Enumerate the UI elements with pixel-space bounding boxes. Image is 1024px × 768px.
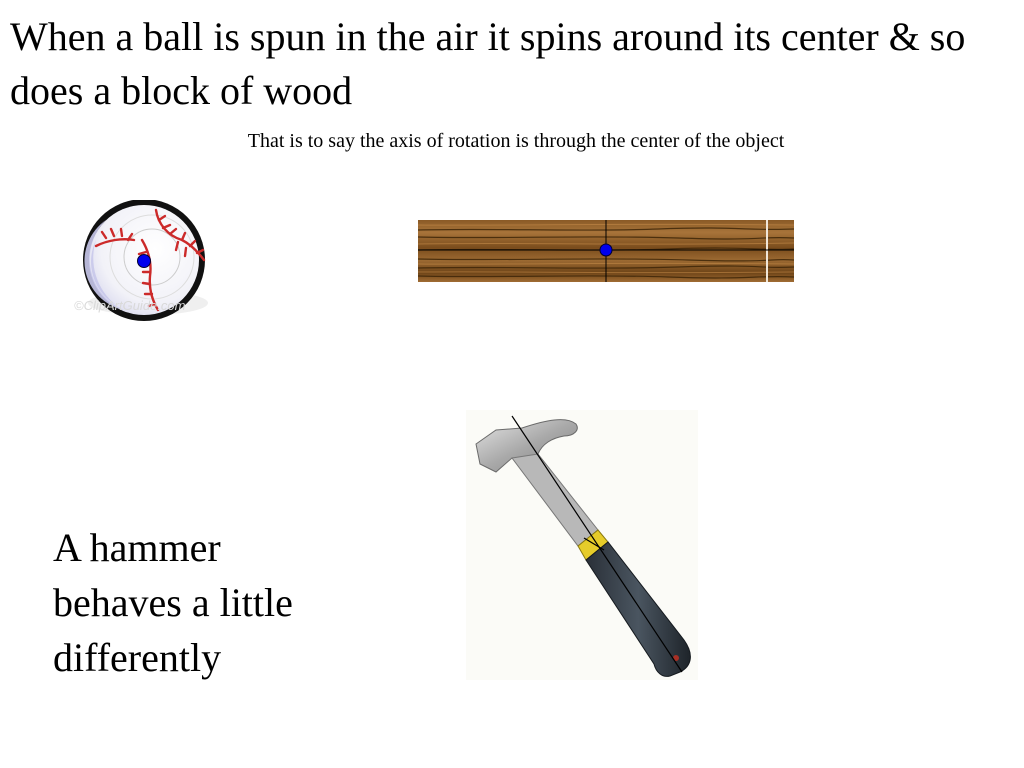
hammer-caption-line-3: differently <box>53 635 222 680</box>
wood-block-icon <box>418 220 794 282</box>
ball-watermark: ©ClipArtGuide.com <box>74 298 186 313</box>
wood-block-image <box>418 220 794 282</box>
hammer-caption <box>53 520 353 685</box>
slide-subtitle: That is to say the axis of rotation is through the center of the object <box>247 130 785 152</box>
slide-title: When a ball is spun in the air it spins around its center & so does a block of wood <box>10 14 966 113</box>
baseball-icon <box>66 200 226 330</box>
hammer-caption-line-2: behaves a little <box>53 580 293 625</box>
baseball-image <box>66 200 226 330</box>
hammer-caption-line-1: A hammer <box>53 525 221 570</box>
hammer-image <box>466 410 698 680</box>
hammer-icon <box>466 410 698 680</box>
